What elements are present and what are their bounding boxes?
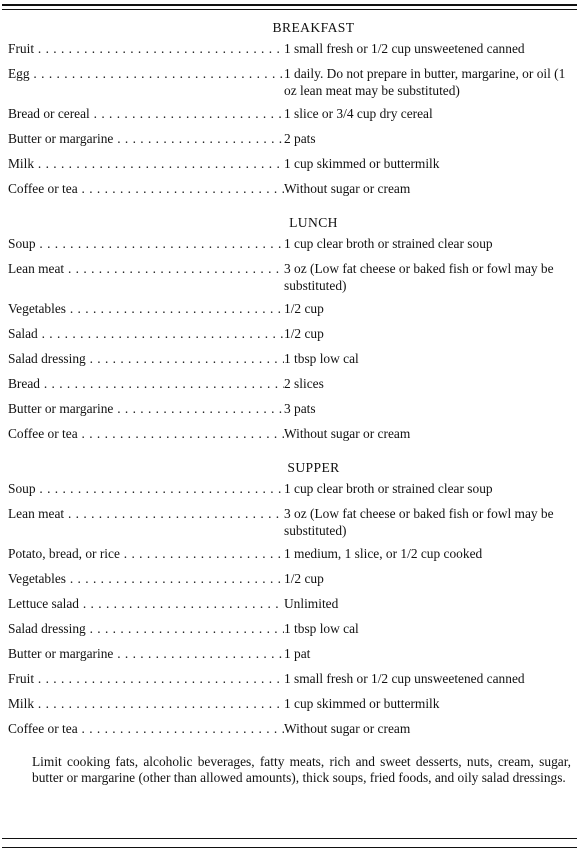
menu-row xyxy=(8,40,573,65)
section-title: BREAKFAST xyxy=(272,20,355,35)
item-value: 1 cup skimmed or buttermilk xyxy=(284,156,440,171)
menu-row xyxy=(8,180,573,205)
menu-row xyxy=(8,65,573,105)
item-label: Soup . . . xyxy=(8,235,284,252)
menu-row xyxy=(8,645,573,670)
footnote: Limit cooking fats, alcoholic beverages, fatty meats, rich and sweet desserts, nuts, cream, sugar, butter or margarine (other than allowed amounts), thick soups, fried foods, and oily salad dressings. xyxy=(32,754,571,785)
item-value: 1 small fresh or 1/2 cup unsweetened canned xyxy=(284,671,525,686)
menu-row xyxy=(8,425,573,450)
item-value: 1 small fresh or 1/2 cup unsweetened canned xyxy=(284,41,525,56)
menu-row xyxy=(8,325,573,350)
item-label: Butter or margarine . . . xyxy=(8,130,284,147)
menu-row xyxy=(8,400,573,425)
menu-row xyxy=(8,235,573,260)
item-label: Bread or cereal . . . xyxy=(8,105,284,122)
item-value: 1/2 cup xyxy=(284,326,324,341)
diet-plan xyxy=(8,19,573,785)
item-value: Without sugar or cream xyxy=(284,181,411,196)
menu-row xyxy=(8,695,573,720)
item-label: Coffee or tea . . . xyxy=(8,425,284,442)
menu-row xyxy=(8,260,573,300)
item-label: Fruit . . . xyxy=(8,670,284,687)
top-rule xyxy=(2,4,577,6)
item-label: Salad dressing . . . xyxy=(8,620,284,637)
menu-row xyxy=(8,350,573,375)
item-value: 3 pats xyxy=(284,401,316,416)
menu-row xyxy=(8,595,573,620)
section-title: LUNCH xyxy=(289,215,338,230)
section-breakfast xyxy=(8,19,573,205)
item-value: 1 cup clear broth or strained clear soup xyxy=(284,236,493,251)
item-label: Vegetables . . . xyxy=(8,300,284,317)
menu-row xyxy=(8,670,573,695)
item-label: Milk . . . xyxy=(8,155,284,172)
item-value: 1 medium, 1 slice, or 1/2 cup cooked xyxy=(284,546,483,561)
item-value: 1 tbsp low cal xyxy=(284,621,359,636)
item-value: 1 tbsp low cal xyxy=(284,351,359,366)
top-rule-thin xyxy=(2,9,577,10)
menu-row xyxy=(8,155,573,180)
menu-row xyxy=(8,620,573,645)
item-value: 1/2 cup xyxy=(284,301,324,316)
item-label: Bread . . . xyxy=(8,375,284,392)
item-value: 1 daily. Do not prepare in butter, margarine, or oil (1 oz lean meat may be substituted) xyxy=(284,66,566,98)
menu-row xyxy=(8,300,573,325)
item-label: Lean meat . . . xyxy=(8,260,284,277)
item-value: Without sugar or cream xyxy=(284,426,411,441)
item-label: Soup . . . xyxy=(8,480,284,497)
item-value: 1 slice or 3/4 cup dry cereal xyxy=(284,106,433,121)
item-value: 3 oz (Low fat cheese or baked fish or fowl may be substituted) xyxy=(284,261,554,293)
bottom-rule xyxy=(2,838,577,839)
menu-row xyxy=(8,375,573,400)
item-value: 3 oz (Low fat cheese or baked fish or fowl may be substituted) xyxy=(284,506,554,538)
item-value: Unlimited xyxy=(284,596,339,611)
menu-row xyxy=(8,480,573,505)
item-label: Potato, bread, or rice . . . xyxy=(8,545,284,562)
menu-row xyxy=(8,505,573,545)
item-value: 1/2 cup xyxy=(284,571,324,586)
item-label: Vegetables . . . xyxy=(8,570,284,587)
section-title: SUPPER xyxy=(287,460,340,475)
section-supper xyxy=(8,459,573,745)
item-label: Lean meat . . . xyxy=(8,505,284,522)
item-value: 1 cup clear broth or strained clear soup xyxy=(284,481,493,496)
menu-row xyxy=(8,545,573,570)
menu-row xyxy=(8,130,573,155)
bottom-rule-thin xyxy=(2,847,577,848)
menu-row xyxy=(8,570,573,595)
item-label: Salad . . . xyxy=(8,325,284,342)
item-label: Lettuce salad . . . xyxy=(8,595,284,612)
item-label: Fruit . . . xyxy=(8,40,284,57)
item-label: Salad dressing . . . xyxy=(8,350,284,367)
item-label: Butter or margarine . . . xyxy=(8,645,284,662)
menu-row xyxy=(8,105,573,130)
item-value: 1 pat xyxy=(284,646,311,661)
item-label: Egg . . . xyxy=(8,65,284,82)
section-lunch xyxy=(8,214,573,450)
item-label: Coffee or tea . . . xyxy=(8,180,284,197)
item-value: Without sugar or cream xyxy=(284,721,411,736)
item-value: 1 cup skimmed or buttermilk xyxy=(284,696,440,711)
item-label: Coffee or tea . . . xyxy=(8,720,284,737)
menu-row xyxy=(8,720,573,745)
item-value: 2 slices xyxy=(284,376,324,391)
item-label: Milk . . . xyxy=(8,695,284,712)
item-label: Butter or margarine . . . xyxy=(8,400,284,417)
item-value: 2 pats xyxy=(284,131,316,146)
